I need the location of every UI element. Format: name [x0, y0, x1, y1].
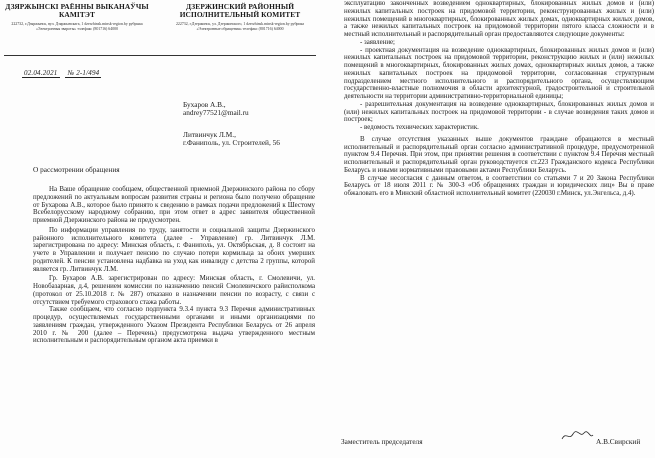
letterhead-address-russian: 222732, г.Дзержинск, ул. Дзержинского, 1 dzerzhinsk.minsk-region.by рубрика «Электронные обращения» телефакс (801716) 64000	[175, 22, 305, 31]
left-page	[0, 0, 318, 458]
recipient-1-email: andrey77521@mail.ru	[183, 108, 249, 118]
paragraph: По информации управления по труду, занятости и социальной защиты Дзержинского районного исполнительного комитета (далее - Управление) гр. Литвинчук Л.М. зарегистрирована по адресу: Минская область, г. Фаниполь, ул. Октябрьская, д. 8 состоит на учете в Управлении и получает пенсию по случаю потери кормильца за обоих умерших родителей. К пенсии установлена надбавка на уход как инвалиду с детства 2 группы, которой является гр. Литвинчук Л.М.	[33, 226, 315, 273]
left-body-text	[33, 186, 315, 345]
paragraph: - разрешительная документация на возведение одноквартирных, блокированных жилых домов и (или) нежилых капитальных построек на придомовой территории - в случае возведения таких домов и построек;	[344, 100, 654, 124]
recipient-1-name: Бухаров А.В.,	[183, 100, 226, 109]
recipient-block-2	[183, 131, 280, 148]
paragraph: Также сообщаем, что согласно подпункта 9.3.4 пункта 9.3 Перечня административных процедур, осуществляемых государственными органами и иными организациями по заявлениям граждан, утвержденного Указом Президента Республики Беларусь от 26 апреля 2010 г. № 200 (далее – Перечень) предусмотрена выдача утвержденного местным исполнительным и распорядительным органом акта приемки в	[33, 306, 315, 345]
paragraph: эксплуатацию законченных возведением одноквартирных, блокированных жилых домов и (или) нежилых капитальных построек на придомовой территории, реконструированных жилых и (или) нежилых помещений в многоквартирных, блокированных жилых домах, одноквартирных жилых домов, а также нежилых капитальных построек на придомовой территории пятого класса сложности и в местный исполнительный и распорядительный орган предоставляются следующие документы:	[344, 0, 654, 38]
paragraph: Гр. Бухаров А.В. зарегистрирован по адресу: Минская область, г. Смолевичи, ул. Новобазарная, д.4, решением комиссии по назначению пенсий Смолевичского райисполкома (протокол от 25.10.2018 г. № 287) отказано в назначении пенсии по возрасту, с связи с отсутствием требуемого страхового стажа работы.	[33, 275, 315, 306]
recipient-block-1	[183, 101, 249, 118]
paragraph: В случае отсутствия указанных выше документов граждане обращаются в местный исполнительный и распорядительный орган согласно административной процедуре, предусмотренной пунктом 9.4 Перечня. При этом, при принятии решения в соответствии с пунктом 9.4 Перечня местный исполнительный и распорядительный орган руководствуется ст.223 Гражданского кодекса Республики Беларусь и иными нормативными правовыми актами Республики Беларусь.	[344, 135, 654, 174]
letterhead-title-russian: ДЗЕРЖИНСКИЙ РАЙОННЫЙ ИСПОЛНИТЕЛЬНЫЙ КОМИТЕТ	[179, 2, 301, 19]
paragraph: - ведомость технических характеристик.	[360, 124, 479, 131]
handwritten-signature	[560, 429, 594, 443]
right-body-text	[344, 0, 654, 198]
recipient-2-address: г.Фаниполь, ул. Строителей, 56	[183, 138, 280, 148]
paragraph: На Ваше обращение сообщаем, общественной приемной Дзержинского района по сбору предложений по актуальным вопросам развития страны и региона было получено обращение от Бухарова А.В., которое было принято к сведению в рамках подачи предложений к Шестому Всебелорусскому народному собранию, при этом ответ в адрес заявителя общественной приемной Дзержинского района не предусмотрен.	[33, 186, 315, 224]
letterhead-title-belarusian: ДЗЯРЖЫНСКI РАЁННЫ ВЫКАНАЎЧЫ КАМIТЭТ	[5, 2, 149, 19]
letterhead-divider	[4, 55, 316, 56]
right-page	[322, 0, 655, 458]
outgoing-registration	[22, 69, 101, 78]
paragraph: В случае несогласия с данным ответом, в соответствии со статьями 7 и 20 Закона Республики Беларусь от 18 июля 2011 г. № 300-З «Об обращениях граждан и юридических лиц» Вы в праве обжаловать его в Минский областной исполнительный комитет (220030 г.Минск, ул.Энгельса, д.4).	[344, 174, 654, 197]
signatory-name: А.В.Свирский	[596, 437, 641, 446]
paragraph: - заявление;	[360, 38, 395, 46]
recipient-2-name: Литвинчук Л.М.,	[183, 130, 236, 139]
letterhead-address-belarusian: 222732, г.Дзяржынск, вул. Дзяржынскага, 1 dzerzhinsk.minsk-region.by рубрыка «Электронныя звароты» тэлефакс (801716) 64000	[11, 22, 143, 31]
outgoing-date: 02.04.2021	[24, 69, 58, 77]
signatory-position: Заместитель председателя	[341, 437, 423, 446]
paragraph: - проектная документация на возведение одноквартирных, блокированных жилых домов и (или) нежилых капитальных построек на придомовой территории, реконструкцию жилых и (или) нежилых помещений в многоквартирных, блокированных жилых домах, одноквартирных жилых домов, а также нежилых капитальных построек на придомовой территории, согласованная структурным подразделением местного исполнительного и распорядительного органа, осуществляющим государственно-властные полномочия в области архитектурной, градостроительной и строительной деятельности на территории административно-территориальной единицы;	[344, 46, 654, 100]
letter-subject: О рассмотрении обращения	[33, 165, 120, 174]
outgoing-number: № 2-1/494	[67, 69, 100, 77]
